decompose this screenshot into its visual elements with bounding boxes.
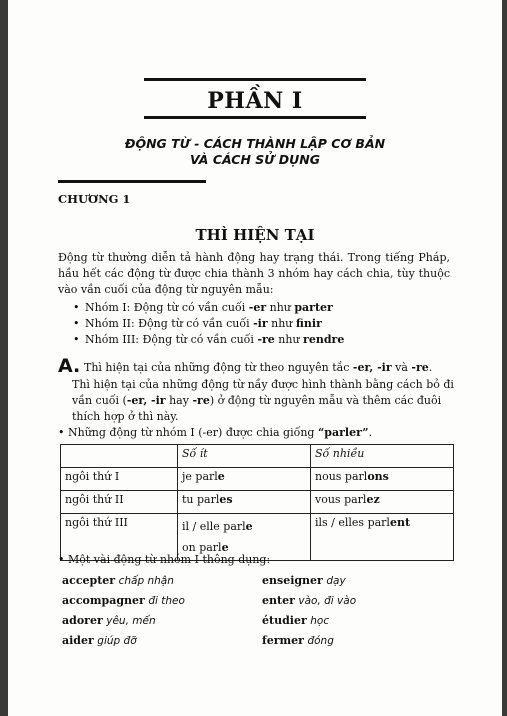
section-a-line-2: vần cuối (-er, -ir hay -re) ở động từ nguyên mẫu và thêm các đuôi <box>72 394 442 407</box>
part-title: PHẦN I <box>207 88 303 114</box>
table-cell: ngôi thứ I <box>61 468 178 491</box>
table-header-row <box>61 445 454 468</box>
vocab-item: fermer đóng <box>262 634 334 647</box>
table-cell: vous parlez <box>311 491 454 514</box>
table-row <box>61 491 454 514</box>
vocab-item: enseigner dạy <box>262 574 346 587</box>
group-item: • Nhóm III: Động từ có vần cuối -re như rendre <box>73 333 345 346</box>
table-cell: nous parlons <box>311 468 454 491</box>
part-underline <box>144 116 366 119</box>
intro-paragraph: Động từ thường diễn tả hành động hay trạng thái. Trong tiếng Pháp, hầu hết các động từ được chia thành 3 nhóm hay cách chia, tùy thuộc vào vần cuối của động từ nguyên mẫu: <box>58 251 450 296</box>
vocab-item: accepter chấp nhận <box>62 574 174 587</box>
document-page <box>8 0 502 716</box>
subtitle-line-2: VÀ CÁCH SỬ DỤNG <box>189 152 321 167</box>
section-a-heading: Thì hiện tại của những động từ theo nguyên tắc -er, -ir và -re. <box>84 361 433 374</box>
table-header-cell: Số ít <box>178 445 311 468</box>
top-rule <box>144 78 366 81</box>
table-header-cell <box>61 445 178 468</box>
vocab-item: accompagner đi theo <box>62 594 185 607</box>
group-item: • Nhóm I: Động từ có vần cuối -er như parter <box>73 301 333 314</box>
section-a-line-3: thích hợp ở thì này. <box>72 410 179 423</box>
bullet-icon: • <box>73 333 80 346</box>
section-a-letter: A. <box>58 355 81 377</box>
bullet-icon: • <box>73 317 80 330</box>
conjugation-table <box>60 444 454 561</box>
table-cell: ngôi thứ III <box>61 514 178 561</box>
table-cell: ils / elles parlent <box>311 514 454 561</box>
group-i-note: • Những động từ nhóm I (-er) được chia giống “parler”. <box>58 426 373 439</box>
bullet-icon: • <box>73 301 80 314</box>
common-verbs-note: • Một vài động từ nhóm I thông dụng: <box>58 553 271 566</box>
vocab-item: étudier học <box>262 614 330 627</box>
subtitle-line-1: ĐỘNG TỪ - CÁCH THÀNH LẬP CƠ BẢN <box>124 136 386 151</box>
vocab-item: enter vào, đi vào <box>262 594 357 607</box>
bullet-icon: • <box>58 426 65 439</box>
vocab-item: adorer yêu, mến <box>62 614 156 627</box>
vocab-item: aider giúp đỡ <box>62 634 137 647</box>
section-a-line-1: Thì hiện tại của những động từ nầy được hình thành bằng cách bỏ đi <box>72 378 454 391</box>
group-item: • Nhóm II: Động từ có vần cuối -ir như finir <box>73 317 322 330</box>
table-header-cell: Số nhiều <box>311 445 454 468</box>
section-title: THÌ HIỆN TẠI <box>195 226 315 244</box>
table-cell: il / elle parle on parle <box>178 514 311 561</box>
table-cell: je parle <box>178 468 311 491</box>
bullet-icon: • <box>58 553 65 566</box>
chapter-rule <box>58 180 206 183</box>
table-cell: tu parles <box>178 491 311 514</box>
table-row <box>61 468 454 491</box>
chapter-label: CHƯƠNG 1 <box>58 192 131 206</box>
table-cell: ngôi thứ II <box>61 491 178 514</box>
